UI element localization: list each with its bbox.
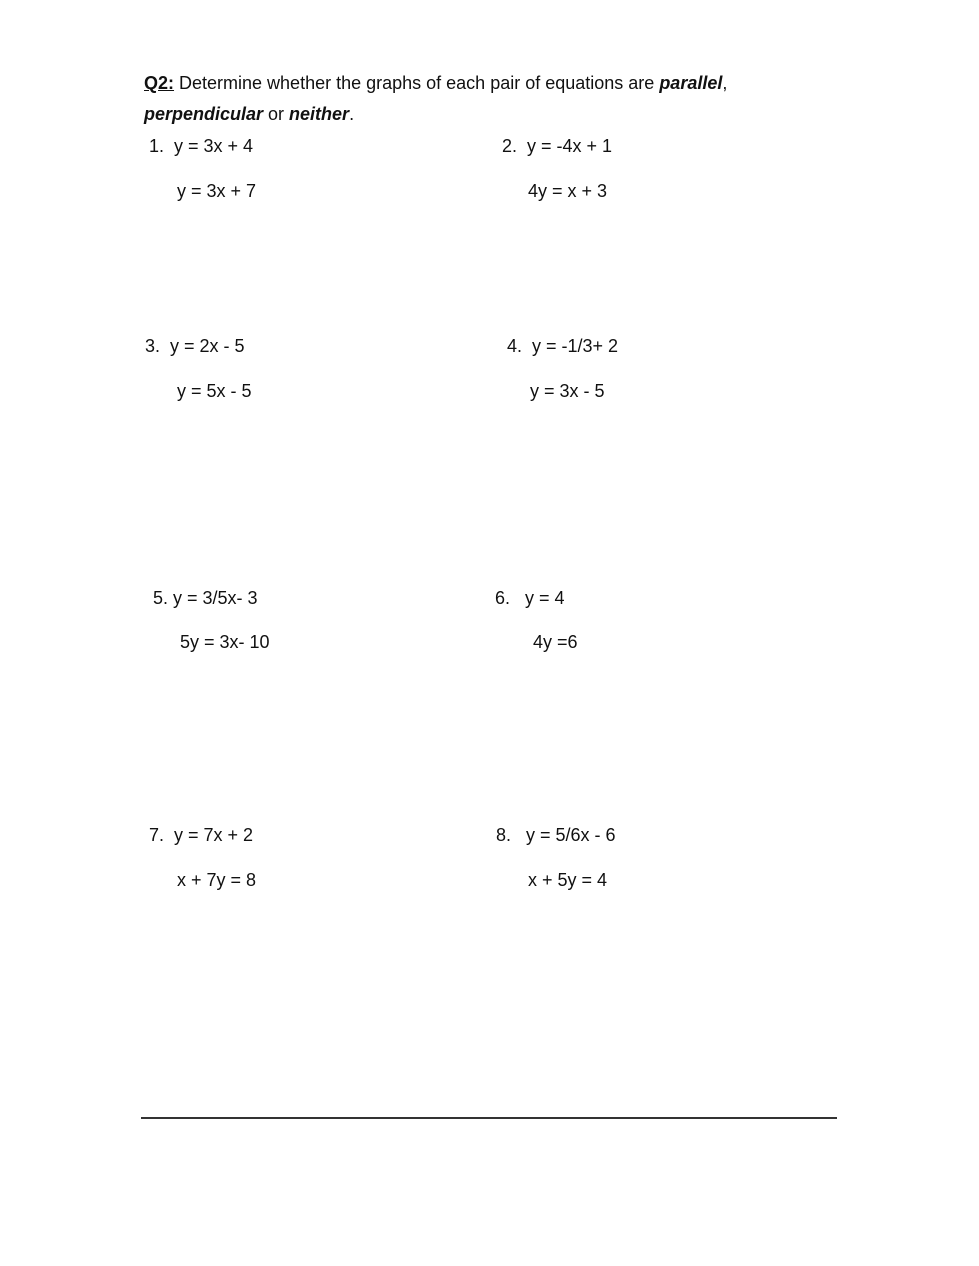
problem-3-equation-2: y = 5x - 5 (177, 381, 252, 401)
word-or: or (263, 104, 290, 124)
problem-2-equation-2: 4y = x + 3 (528, 181, 608, 201)
problem-1-equation-2: y = 3x + 7 (177, 181, 257, 201)
problem-8-equation-2: x + 5y = 4 (528, 870, 608, 890)
period: . (349, 104, 355, 124)
problem-3-equation-1: 3. y = 2x - 5 (145, 336, 245, 356)
question-heading (144, 68, 844, 130)
footer-divider (141, 1117, 837, 1119)
word-neither: neither (289, 104, 350, 124)
word-parallel: parallel (659, 73, 723, 93)
problem-2-equation-1: 2. y = -4x + 1 (502, 136, 613, 156)
question-label: Q2: (144, 73, 175, 93)
problem-8-equation-1: 8. y = 5/6x - 6 (496, 825, 616, 845)
question-text: Determine whether the graphs of each pair of equations are (174, 73, 660, 93)
comma: , (722, 73, 728, 93)
word-perpendicular: perpendicular (144, 104, 264, 124)
problem-4-equation-1: 4. y = -1/3+ 2 (507, 336, 619, 356)
problem-7-equation-2: x + 7y = 8 (177, 870, 257, 890)
problem-5-equation-1: 5. y = 3/5x- 3 (153, 588, 258, 608)
problem-5-equation-2: 5y = 3x- 10 (180, 632, 270, 652)
problem-1-equation-1: 1. y = 3x + 4 (149, 136, 254, 156)
problem-6-equation-1: 6. y = 4 (495, 588, 565, 608)
problem-4-equation-2: y = 3x - 5 (530, 381, 605, 401)
problem-7-equation-1: 7. y = 7x + 2 (149, 825, 254, 845)
problem-6-equation-2: 4y =6 (533, 632, 578, 652)
